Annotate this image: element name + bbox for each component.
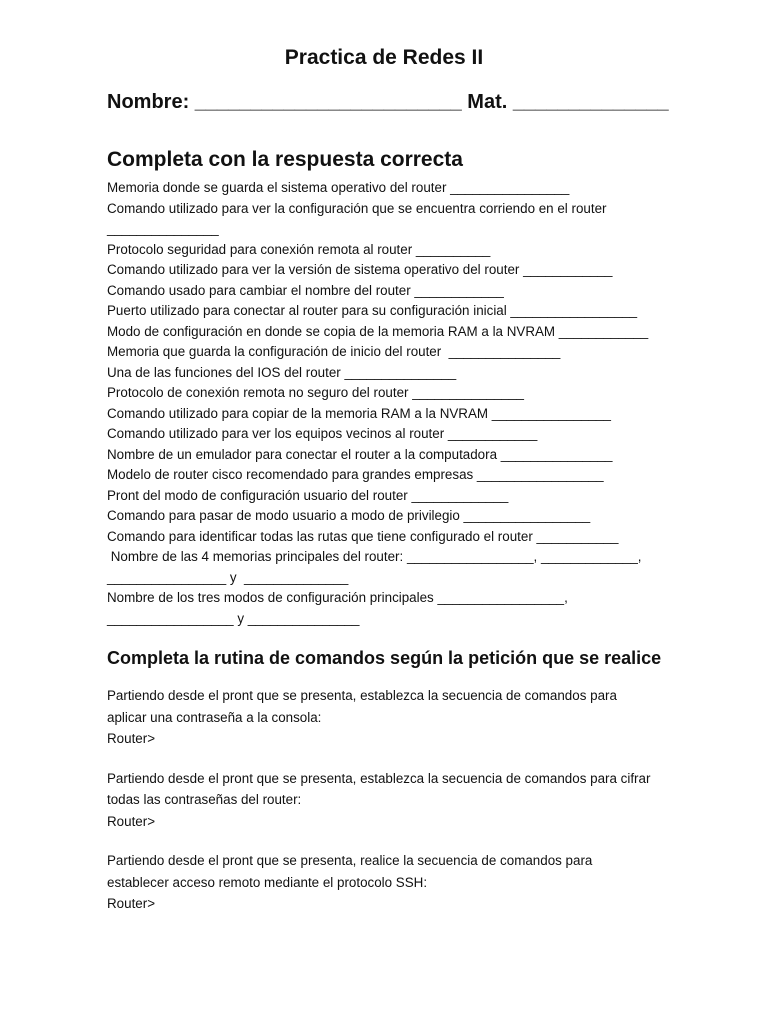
question-line: Puerto utilizado para conectar al router para su configuración inicial _________________ bbox=[107, 303, 638, 318]
question-line: Comando utilizado para copiar de la memoria RAM a la NVRAM ________________ bbox=[107, 405, 611, 421]
question-line: Una de las funciones del IOS del router _______________ bbox=[107, 364, 457, 380]
question-line: Comando utilizado para ver la versión de sistema operativo del router ____________ bbox=[107, 262, 613, 277]
question-line: Memoria donde se guarda el sistema operativo del router ________________ bbox=[107, 180, 570, 195]
question-line: Memoria que guarda la configuración de inicio del router _______________ bbox=[107, 344, 561, 359]
router-prompt: Router> bbox=[107, 731, 156, 746]
question-line: Comando para identificar todas las rutas que tiene configurado el router ___________ bbox=[107, 528, 619, 544]
question-line: Nombre de las 4 memorias principales del router: _________________, _____________, bbox=[107, 549, 642, 564]
task-instruction: Partiendo desde el pront que se presenta, realice la secuencia de comandos para bbox=[107, 853, 593, 868]
question-line: Modo de configuración en donde se copia de la memoria RAM a la NVRAM ____________ bbox=[107, 323, 649, 339]
page-title: Practica de Redes II bbox=[284, 46, 484, 69]
question-line: Modelo de router cisco recomendado para grandes empresas _________________ bbox=[107, 467, 604, 482]
question-line: ________________ y ______________ bbox=[107, 569, 349, 585]
router-prompt: Router> bbox=[107, 896, 156, 911]
task-instruction: establecer acceso remoto mediante el protocolo SSH: bbox=[107, 874, 428, 890]
task-instruction: Partiendo desde el pront que se presenta, establezca la secuencia de comandos para bbox=[107, 688, 617, 703]
question-line: _______________ bbox=[107, 221, 219, 236]
section2-heading: Completa la rutina de comandos según la petición que se realice bbox=[107, 648, 662, 668]
task-instruction: todas las contraseñas del router: bbox=[107, 792, 302, 807]
question-line: Comando utilizado para ver los equipos vecinos al router ____________ bbox=[107, 426, 538, 441]
question-line: Comando utilizado para ver la configuración que se encuentra corriendo en el router bbox=[107, 200, 607, 216]
command-task bbox=[107, 768, 677, 833]
task-instruction: aplicar una contraseña a la consola: bbox=[107, 709, 322, 725]
student-name-line: Nombre: ________________________ Mat. ______________ bbox=[107, 91, 669, 113]
question-line: _________________ y _______________ bbox=[107, 610, 360, 626]
section1-heading: Completa con la respuesta correcta bbox=[107, 148, 463, 171]
command-task bbox=[107, 685, 677, 750]
question-line: Comando para pasar de modo usuario a modo de privilegio _________________ bbox=[107, 508, 591, 523]
question-line: Protocolo seguridad para conexión remota al router __________ bbox=[107, 241, 491, 257]
question-line: Nombre de los tres modos de configuración principales _________________, bbox=[107, 590, 568, 605]
command-task bbox=[107, 850, 677, 915]
question-line: Nombre de un emulador para conectar el router a la computadora _______________ bbox=[107, 446, 613, 462]
question-line: Pront del modo de configuración usuario del router _____________ bbox=[107, 487, 509, 503]
command-task-list bbox=[107, 685, 677, 933]
question-line: Protocolo de conexión remota no seguro del router _______________ bbox=[107, 385, 524, 400]
task-instruction: Partiendo desde el pront que se presenta, establezca la secuencia de comandos para cifrar bbox=[107, 770, 651, 786]
question-list bbox=[107, 178, 677, 629]
question-line: Comando usado para cambiar el nombre del router ____________ bbox=[107, 282, 504, 298]
router-prompt: Router> bbox=[107, 813, 156, 829]
